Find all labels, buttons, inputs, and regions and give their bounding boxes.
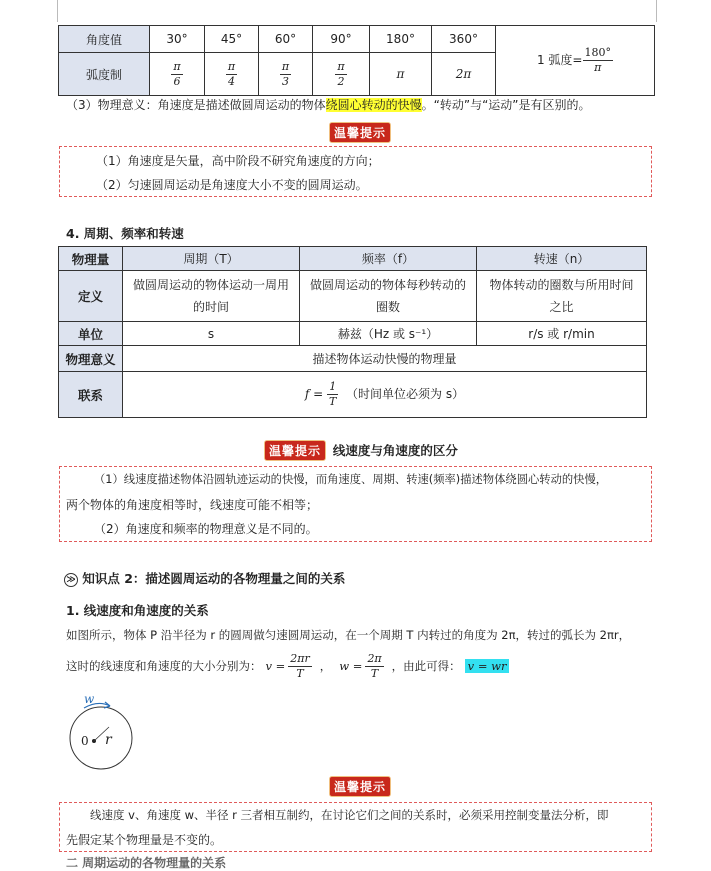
unit-cell: s — [123, 322, 300, 346]
formula-paragraph: 这时的线速度和角速度的大小分别为： v = $\frac{2\pi r}{T}$ ， w = $\frac{2\pi}{T}$ ，由此可得： v = wr — [66, 652, 509, 681]
tip-line: （1）角速度是矢量，高中阶段不研究角速度的方向； — [96, 154, 380, 168]
radian-cell: $\frac{\pi}{6}$ — [150, 53, 205, 96]
unit-cell: 赫兹（Hz 或 s⁻¹） — [300, 322, 477, 346]
section-title: 4. 周期、频率和转速 — [66, 226, 184, 241]
definition-cell: 做圆周运动的物体运动一周用 的时间 — [123, 271, 300, 322]
tip-title: 线速度与角速度的区分 — [332, 443, 458, 458]
table-header: 频率（f） — [300, 247, 477, 271]
tip-line: （2）匀速圆周运动是角速度大小不变的圆周运动。 — [96, 178, 368, 192]
subsection-title: 1. 线速度和角速度的关系 — [66, 603, 209, 618]
definition-cell: 物体转动的圈数与所用时间 之比 — [477, 271, 647, 322]
radian-cell: $\frac{\pi}{3}$ — [259, 53, 313, 96]
circle-path — [70, 707, 132, 769]
radius-label: r — [105, 732, 112, 748]
tip-line: 两个物体的角速度相等时，线速度可能不相等； — [66, 498, 319, 512]
tip-line: （1）线速度描述物体沿圆轨迹运动的快慢，而角速度、周期、转速(频率)描述物体绕圆心转动的快慢， — [94, 473, 608, 486]
paragraph: 如图所示，物体 P 沿半径为 r 的圆周做匀速圆周运动，在一个周期 T 内转过的角度为 2π，转过的弧长为 2πr， — [66, 628, 631, 642]
highlighted-phrase: 绕圆心转动的快慢 — [325, 98, 422, 112]
circle-diagram — [62, 692, 142, 772]
row-label-definition: 定义 — [59, 271, 123, 322]
angle-cell: 360° — [432, 26, 496, 53]
tip-badge: 温馨提示 — [329, 776, 391, 797]
conversion-cell — [496, 26, 655, 96]
relation-cell: f = $\frac{1}{T}$ （时间单位必须为 s） — [123, 372, 647, 418]
meaning-paragraph: （3）物理意义：角速度是描述做圆周运动的物体绕圆心转动的快慢。“转动”与“运动”是有区别的。 — [66, 98, 591, 112]
radian-cell: 2π — [432, 53, 496, 96]
definition-cell: 做圆周运动的物体每秒转动的 圈数 — [300, 271, 477, 322]
omega-label: w — [84, 692, 95, 706]
table-header: 周期（T） — [123, 247, 300, 271]
tip-line: 先假定某个物理量是不变的。 — [66, 833, 223, 847]
highlighted-result: v = wr — [465, 659, 510, 673]
radian-cell: $\frac{\pi}{4}$ — [205, 53, 259, 96]
cut-off-text: 二 周期运动的各物理量的关系 — [66, 856, 227, 870]
double-chevron-icon: ≫ — [64, 573, 78, 587]
angle-cell: 60° — [259, 26, 313, 53]
tip-heading — [264, 440, 458, 461]
angle-cell: 45° — [205, 26, 259, 53]
page-margin-left — [57, 0, 58, 22]
tip-line: 线速度 v、角速度 w、半径 r 三者相互制约，在讨论它们之间的关系时，必须采用控制变量法分析，即 — [90, 808, 609, 822]
tip-line: （2）角速度和频率的物理意义是不同的。 — [94, 522, 318, 536]
row-label-unit: 单位 — [59, 322, 123, 346]
angle-cell: 180° — [370, 26, 432, 53]
angle-radian-table — [58, 25, 655, 96]
page-margin-right — [656, 0, 657, 22]
conversion-numerator: 180° — [584, 46, 611, 60]
row-label-radian: 弧度制 — [59, 53, 150, 96]
period-frequency-table — [58, 246, 647, 418]
row-label-meaning: 物理意义 — [59, 346, 123, 372]
row-label-angle: 角度值 — [59, 26, 150, 53]
tip-badge: 温馨提示 — [329, 122, 391, 143]
radian-cell: $\frac{\pi}{2}$ — [313, 53, 370, 96]
conversion-denominator: π — [594, 61, 602, 74]
origin-label: 0 — [81, 734, 89, 748]
angle-cell: 90° — [313, 26, 370, 53]
row-label-relation: 联系 — [59, 372, 123, 418]
conversion-prefix: 1 弧度= — [536, 53, 583, 67]
angle-cell: 30° — [150, 26, 205, 53]
table-header: 物理量 — [59, 247, 123, 271]
unit-cell: r/s 或 r/min — [477, 322, 647, 346]
table-header: 转速（n） — [477, 247, 647, 271]
meaning-cell: 描述物体运动快慢的物理量 — [123, 346, 647, 372]
radian-cell: π — [370, 53, 432, 96]
tip-badge: 温馨提示 — [264, 440, 326, 461]
knowledge-point-title: ≫ 知识点 2：描述圆周运动的各物理量之间的关系 — [64, 569, 345, 587]
